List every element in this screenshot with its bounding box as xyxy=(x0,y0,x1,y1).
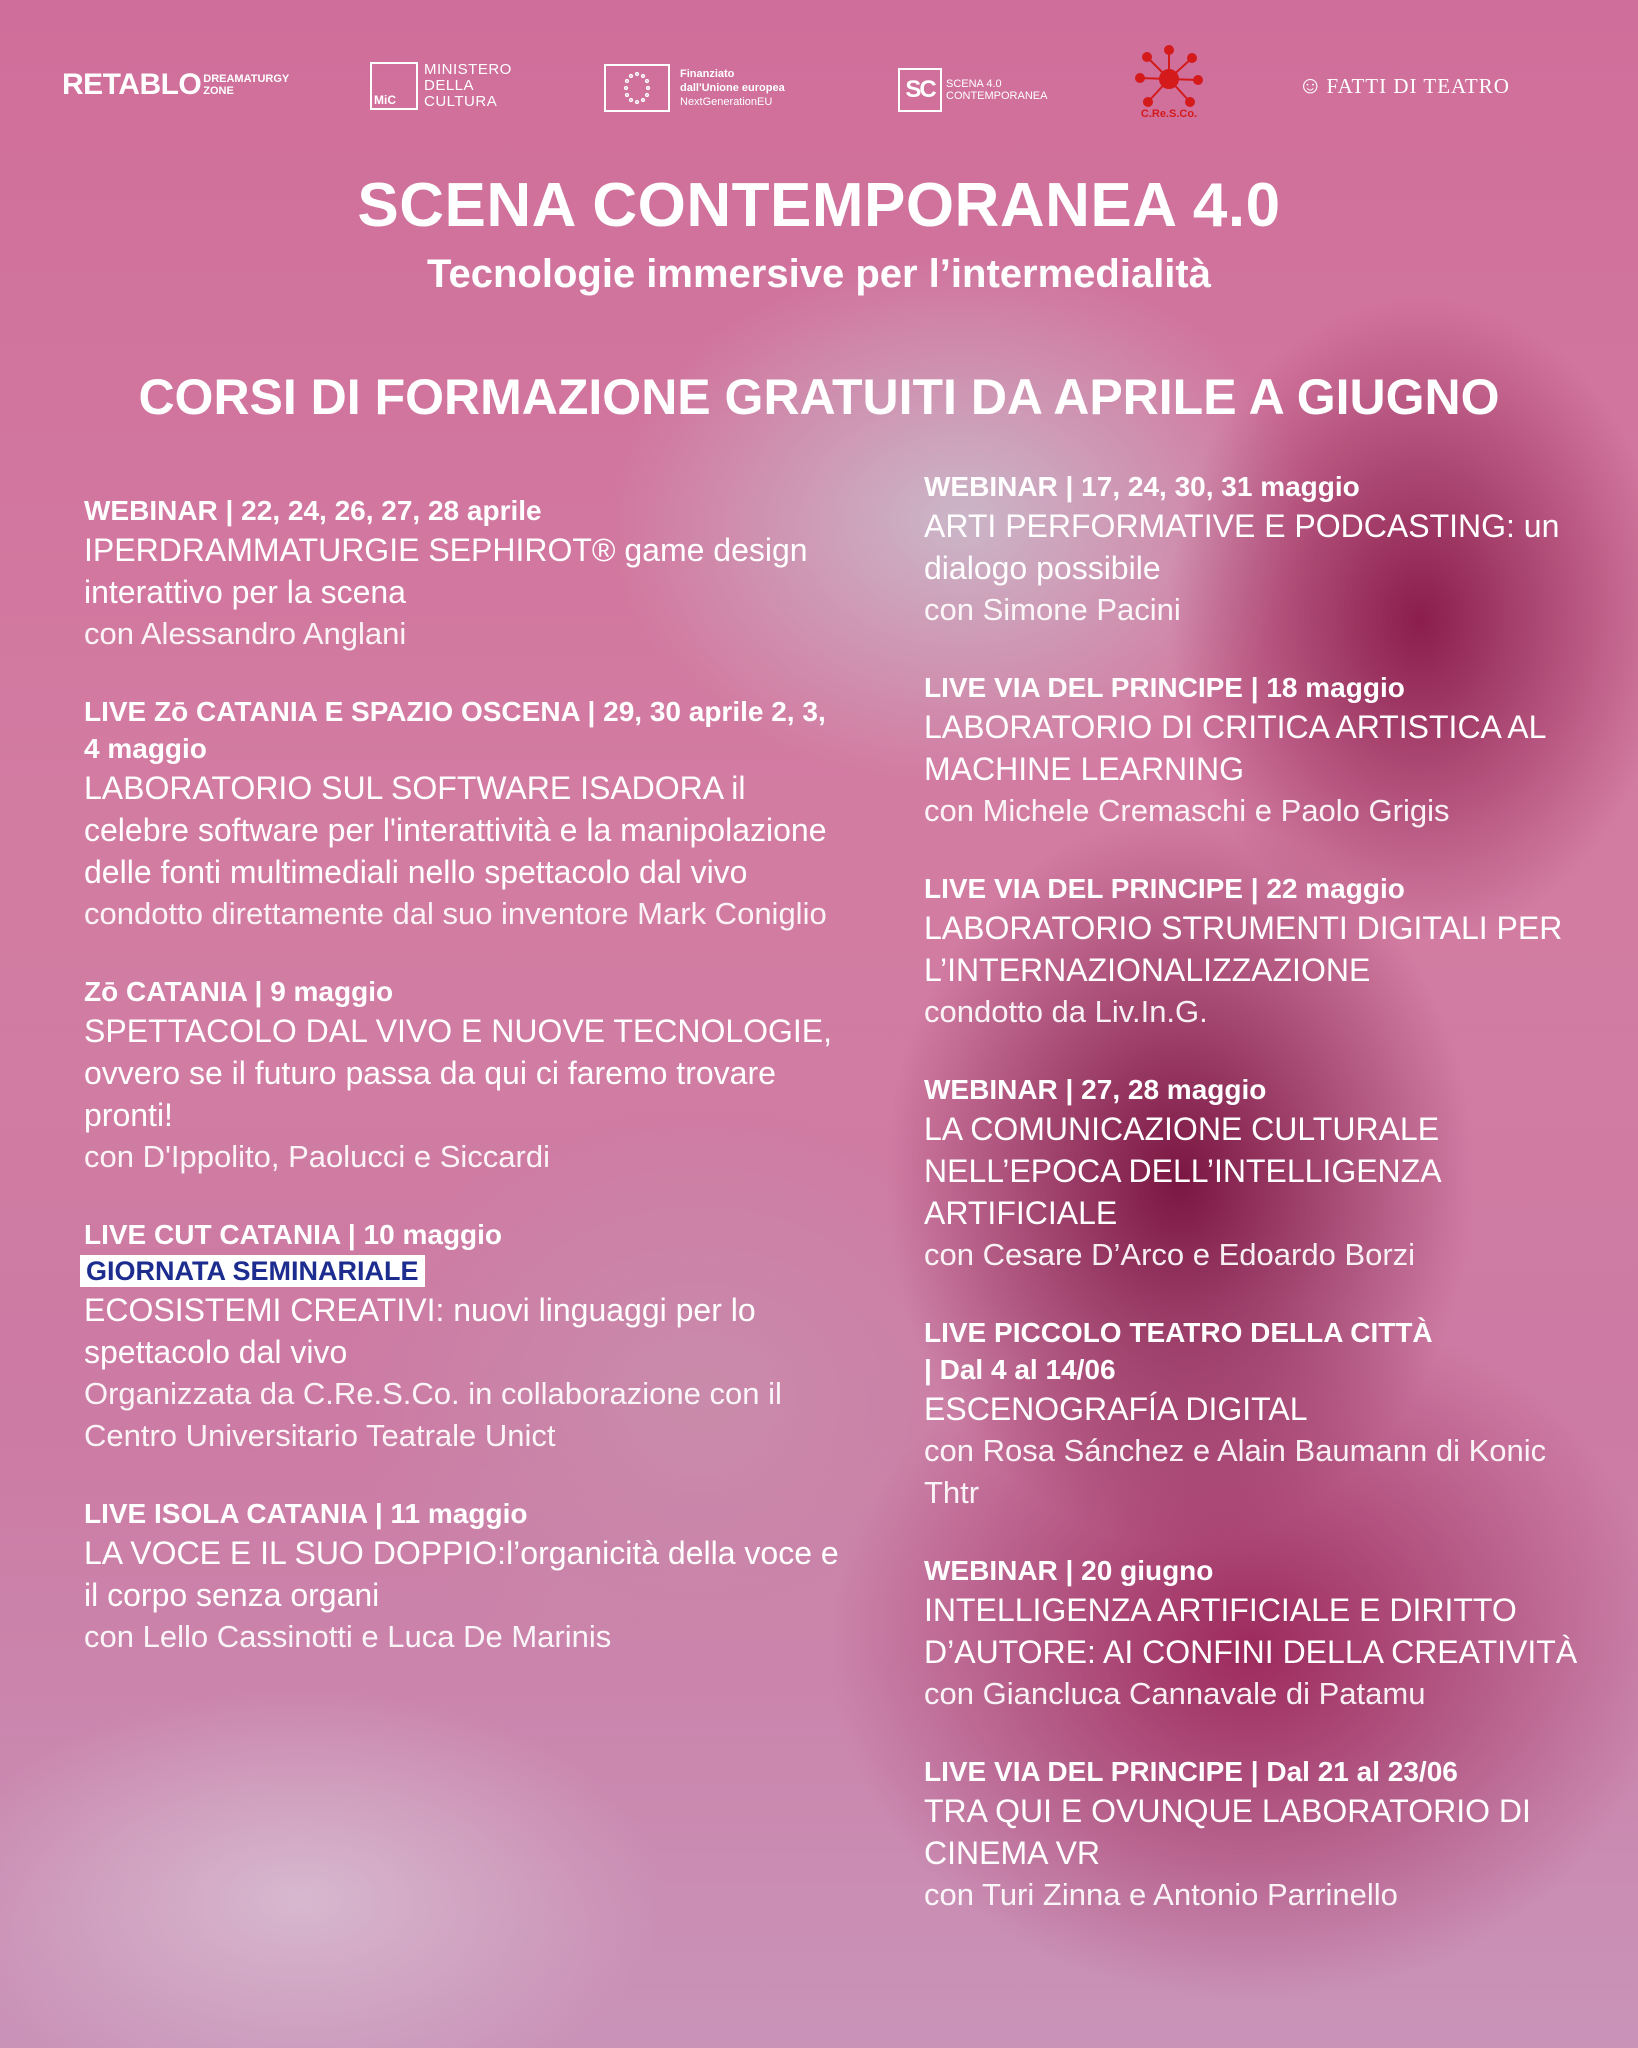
course-title: ARTI PERFORMATIVE E PODCASTING: un dialogo possibile xyxy=(924,508,1560,586)
course-date: 10 maggio xyxy=(363,1219,503,1250)
course-meta: LIVE VIA DEL PRINCIPE | 18 maggio xyxy=(924,672,1405,703)
course-item xyxy=(84,693,844,935)
eu-logo-text xyxy=(680,67,785,109)
mic-mark-text: MiC xyxy=(374,93,396,107)
course-meta: LIVE VIA DEL PRINCIPE | Dal 21 al 23/06 xyxy=(924,1756,1458,1787)
eu-line1: Finanziato xyxy=(680,68,735,80)
course-byline: con Michele Cremaschi e Paolo Grigis xyxy=(924,793,1450,828)
course-byline: con Simone Pacini xyxy=(924,592,1181,627)
scena-line2: CONTEMPORANEA xyxy=(946,90,1048,102)
course-type: WEBINAR xyxy=(924,1555,1058,1586)
course-item xyxy=(84,1216,844,1457)
course-item xyxy=(84,973,844,1178)
course-title: ECOSISTEMI CREATIVI: nuovi linguaggi per lo spettacolo dal vivo xyxy=(84,1292,756,1370)
seminar-day-badge: GIORNATA SEMINARIALE xyxy=(80,1255,425,1287)
course-meta: WEBINAR | 27, 28 maggio xyxy=(924,1074,1267,1105)
course-meta: LIVE ISOLA CATANIA | 11 maggio xyxy=(84,1498,528,1529)
course-title: TRA QUI E OVUNQUE LABORATORIO DI CINEMA VR xyxy=(924,1793,1531,1871)
ministero-logo-text xyxy=(424,62,512,110)
ministero-logo xyxy=(370,62,512,110)
course-meta: WEBINAR | 20 giugno xyxy=(924,1555,1214,1586)
course-type: LIVE PICCOLO TEATRO DELLA CITTÀ xyxy=(924,1317,1433,1348)
fatti-mask-icon: ☺ xyxy=(1298,72,1323,99)
cresco-logo xyxy=(1134,44,1204,120)
cresco-logo-text: C.Re.S.Co. xyxy=(1140,108,1198,120)
eu-flag-icon xyxy=(604,64,670,112)
course-item xyxy=(84,1495,844,1658)
scena-line1: SCENA 4.0 xyxy=(946,78,1002,90)
course-date: 9 maggio xyxy=(270,976,394,1007)
course-byline: con Cesare D’Arco e Edoardo Borzi xyxy=(924,1237,1416,1272)
courses-banner xyxy=(0,368,1638,426)
sc-mark-icon xyxy=(898,68,942,112)
course-title: IPERDRAMMATURGIE SEPHIROT® game design interattivo per la scena xyxy=(84,532,808,610)
course-byline: con D'Ippolito, Paolucci e Siccardi xyxy=(84,1139,550,1174)
course-item xyxy=(924,1552,1604,1715)
course-type: LIVE Zō CATANIA E SPAZIO OSCENA xyxy=(84,696,580,727)
course-title: LABORATORIO STRUMENTI DIGITALI PER L’INTERNAZIONALIZZAZIONE xyxy=(924,910,1563,988)
course-date: 22, 24, 26, 27, 28 aprile xyxy=(241,495,542,526)
course-date: Dal 4 al 14/06 xyxy=(939,1354,1116,1385)
course-byline: con Rosa Sánchez e Alain Baumann di Konic Thtr xyxy=(924,1433,1547,1510)
retablo-logo xyxy=(62,68,289,102)
course-title: LA VOCE E IL SUO DOPPIO:l’organicità della voce e il corpo senza organi xyxy=(84,1535,839,1613)
course-title: LABORATORIO DI CRITICA ARTISTICA AL MACHINE LEARNING xyxy=(924,709,1546,787)
course-meta: LIVE PICCOLO TEATRO DELLA CITTÀ | Dal 4 al 14/06 xyxy=(924,1317,1433,1385)
course-item xyxy=(924,468,1604,631)
course-byline: con Giancluca Cannavale di Patamu xyxy=(924,1676,1426,1711)
fatti-logo-text: FATTI DI TEATRO xyxy=(1326,73,1510,98)
course-meta: LIVE Zō CATANIA E SPAZIO OSCENA | 29, 30 aprile 2, 3, 4 maggio xyxy=(84,696,826,764)
course-type: LIVE VIA DEL PRINCIPE xyxy=(924,672,1243,703)
course-date: 11 maggio xyxy=(390,1498,528,1529)
course-title: SPETTACOLO DAL VIVO E NUOVE TECNOLOGIE, ovvero se il futuro passa da qui ci faremo trovare pronti! xyxy=(84,1013,833,1133)
banner-part-b: GRATUITI xyxy=(724,369,957,425)
course-byline: condotto direttamente dal suo inventore Mark Coniglio xyxy=(84,896,827,931)
course-byline: con Turi Zinna e Antonio Parrinello xyxy=(924,1877,1398,1912)
course-type: LIVE VIA DEL PRINCIPE xyxy=(924,873,1243,904)
ministero-line3: CULTURA xyxy=(424,93,498,110)
course-byline: Organizzata da C.Re.S.Co. in collaborazione con il Centro Universitario Teatrale Unict xyxy=(84,1376,782,1453)
course-meta: WEBINAR | 17, 24, 30, 31 maggio xyxy=(924,471,1360,502)
course-type: WEBINAR xyxy=(924,1074,1058,1105)
course-item xyxy=(924,870,1604,1033)
course-meta: LIVE VIA DEL PRINCIPE | 22 maggio xyxy=(924,873,1405,904)
course-type: LIVE CUT CATANIA xyxy=(84,1219,341,1250)
scena-logo xyxy=(898,68,1047,112)
course-byline: con Alessandro Anglani xyxy=(84,616,407,651)
left-course-column xyxy=(84,492,844,1696)
course-type: LIVE ISOLA CATANIA xyxy=(84,1498,368,1529)
course-meta: Zō CATANIA | 9 maggio xyxy=(84,976,394,1007)
cresco-network-icon xyxy=(1134,44,1204,114)
ministero-line2: DELLA xyxy=(424,77,475,94)
banner-part-c: DA xyxy=(956,369,1054,425)
course-type: LIVE VIA DEL PRINCIPE xyxy=(924,1756,1243,1787)
fatti-logo xyxy=(1298,72,1510,100)
scena-logo-text xyxy=(946,78,1047,102)
retablo-logo-text: RETABLO xyxy=(62,68,202,101)
course-title: INTELLIGENZA ARTIFICIALE E DIRITTO D’AUTORE: AI CONFINI DELLA CREATIVITÀ xyxy=(924,1592,1578,1670)
retablo-logo-sub1: DREAMATURGY xyxy=(203,73,290,85)
eu-logo xyxy=(604,64,785,112)
course-type: Zō CATANIA xyxy=(84,976,247,1007)
course-date: 22 maggio xyxy=(1266,873,1405,904)
course-item xyxy=(924,1071,1604,1276)
course-meta: WEBINAR | 22, 24, 26, 27, 28 aprile xyxy=(84,495,542,526)
course-date: Dal 21 al 23/06 xyxy=(1266,1756,1458,1787)
course-type: WEBINAR xyxy=(924,471,1058,502)
page-title: SCENA CONTEMPORANEA 4.0 xyxy=(357,171,1281,240)
eu-line2: dall'Unione europea xyxy=(680,82,785,94)
course-date: 20 giugno xyxy=(1081,1555,1214,1586)
retablo-logo-subtext xyxy=(203,73,289,97)
banner-part-a: CORSI DI FORMAZIONE xyxy=(138,369,725,425)
course-byline: con Lello Cassinotti e Luca De Marinis xyxy=(84,1619,612,1654)
course-meta: LIVE CUT CATANIA | 10 maggio xyxy=(84,1219,503,1250)
right-course-column xyxy=(924,468,1604,1954)
course-title: LABORATORIO SUL SOFTWARE ISADORA il celebre software per l'interattività e la manipolazione delle fonti multimediali nello spettacolo dal vivo xyxy=(84,770,827,890)
course-title: LA COMUNICAZIONE CULTURALE NELL’EPOCA DELL’INTELLIGENZA ARTIFICIALE xyxy=(924,1111,1440,1231)
course-byline: condotto da Liv.In.G. xyxy=(924,994,1208,1029)
course-item xyxy=(84,492,844,655)
course-date: 18 maggio xyxy=(1266,672,1405,703)
sc-mark-text: SC xyxy=(905,76,935,103)
ministero-line1: MINISTERO xyxy=(424,61,512,78)
course-date: 17, 24, 30, 31 maggio xyxy=(1081,471,1360,502)
course-type: WEBINAR xyxy=(84,495,218,526)
banner-part-d: APRILE A GIUGNO xyxy=(1053,369,1500,425)
logo-bar xyxy=(62,58,1582,138)
course-item xyxy=(924,1753,1604,1916)
course-item xyxy=(924,669,1604,832)
retablo-logo-sub2: ZONE xyxy=(203,85,234,97)
course-date: 27, 28 maggio xyxy=(1081,1074,1267,1105)
mic-mark-icon xyxy=(370,62,418,110)
course-date: 29, 30 aprile 2, 3, 4 maggio xyxy=(84,696,826,764)
page-subtitle: Tecnologie immersive per l’intermedialità xyxy=(427,252,1211,296)
course-title: ESCENOGRAFÍA DIGITAL xyxy=(924,1391,1308,1427)
course-item xyxy=(924,1314,1604,1514)
eu-line3: NextGenerationEU xyxy=(680,96,773,108)
